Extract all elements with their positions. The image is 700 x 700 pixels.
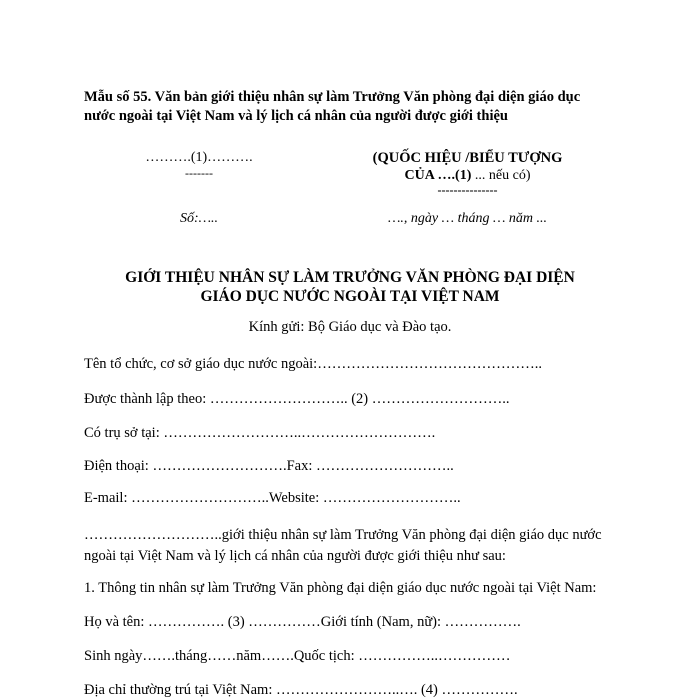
- established-field: Được thành lập theo: ……………………….. (2) ………………………..: [84, 391, 510, 407]
- right-dash: ---------------: [437, 183, 498, 197]
- caption-line-2: nước ngoài tại Việt Nam và lý lịch cá nhân của người được giới thiệu: [84, 108, 508, 124]
- name-gender-field: Họ và tên: ……………. (3) ……………Giới tính (Nam, nữ): …………….: [84, 614, 521, 630]
- email-website-field: E-mail: ………………………..Website: ………………………..: [84, 490, 461, 506]
- document-title: [60, 268, 640, 306]
- form-caption: [84, 88, 580, 126]
- caption-line-1: Mẫu số 55. Văn bản giới thiệu nhân sự làm Trưởng Văn phòng đại diện giáo dục: [84, 89, 581, 105]
- title-line-1: GIỚI THIỆU NHÂN SỰ LÀM TRƯỞNG VĂN PHÒNG ĐẠI DIỆN: [125, 269, 575, 286]
- phone-fax-field: Điện thoại: ……………………….Fax: ………………………..: [84, 458, 454, 474]
- org-placeholder: ……….(1)……….: [145, 150, 253, 165]
- document-number: Số:…..: [179, 211, 219, 226]
- emblem-if-any: ... nếu có): [471, 168, 531, 183]
- residence-field: Địa chỉ thường trú tại Việt Nam: ……………………..…. (4) …………….: [84, 682, 518, 698]
- national-emblem-line-1: (QUỐC HIỆU /BIỂU TƯỢNG: [372, 150, 563, 166]
- org-name-field: Tên tổ chức, cơ sở giáo dục nước ngoài:………………………………………..: [84, 356, 542, 372]
- date-line: …., ngày … tháng … năm ...: [387, 211, 548, 226]
- birth-nationality-field: Sinh ngày…….tháng……năm…….Quốc tịch: ……………..……………: [84, 648, 511, 664]
- emblem-of-org: CỦA ….(1): [404, 168, 472, 183]
- headquarters-field: Có trụ sở tại: ………………………..……………………….: [84, 425, 436, 441]
- section-1-heading: 1. Thông tin nhân sự làm Trưởng Văn phòng đại diện giáo dục nước ngoài tại Việt Nam:: [84, 580, 597, 596]
- left-dash: -------: [185, 166, 213, 180]
- national-emblem-line-2: [350, 168, 585, 184]
- title-line-2: GIÁO DỤC NƯỚC NGOÀI TẠI VIỆT NAM: [200, 288, 500, 305]
- recipient: Kính gửi: Bộ Giáo dục và Đào tạo.: [248, 319, 452, 335]
- intro-paragraph: ………………………..giới thiệu nhân sự làm Trưởng Văn phòng đại diện giáo dục nước ngoài tại Việt Nam và lý lịch cá nhân của người được giới thiệu như sau:: [84, 527, 602, 564]
